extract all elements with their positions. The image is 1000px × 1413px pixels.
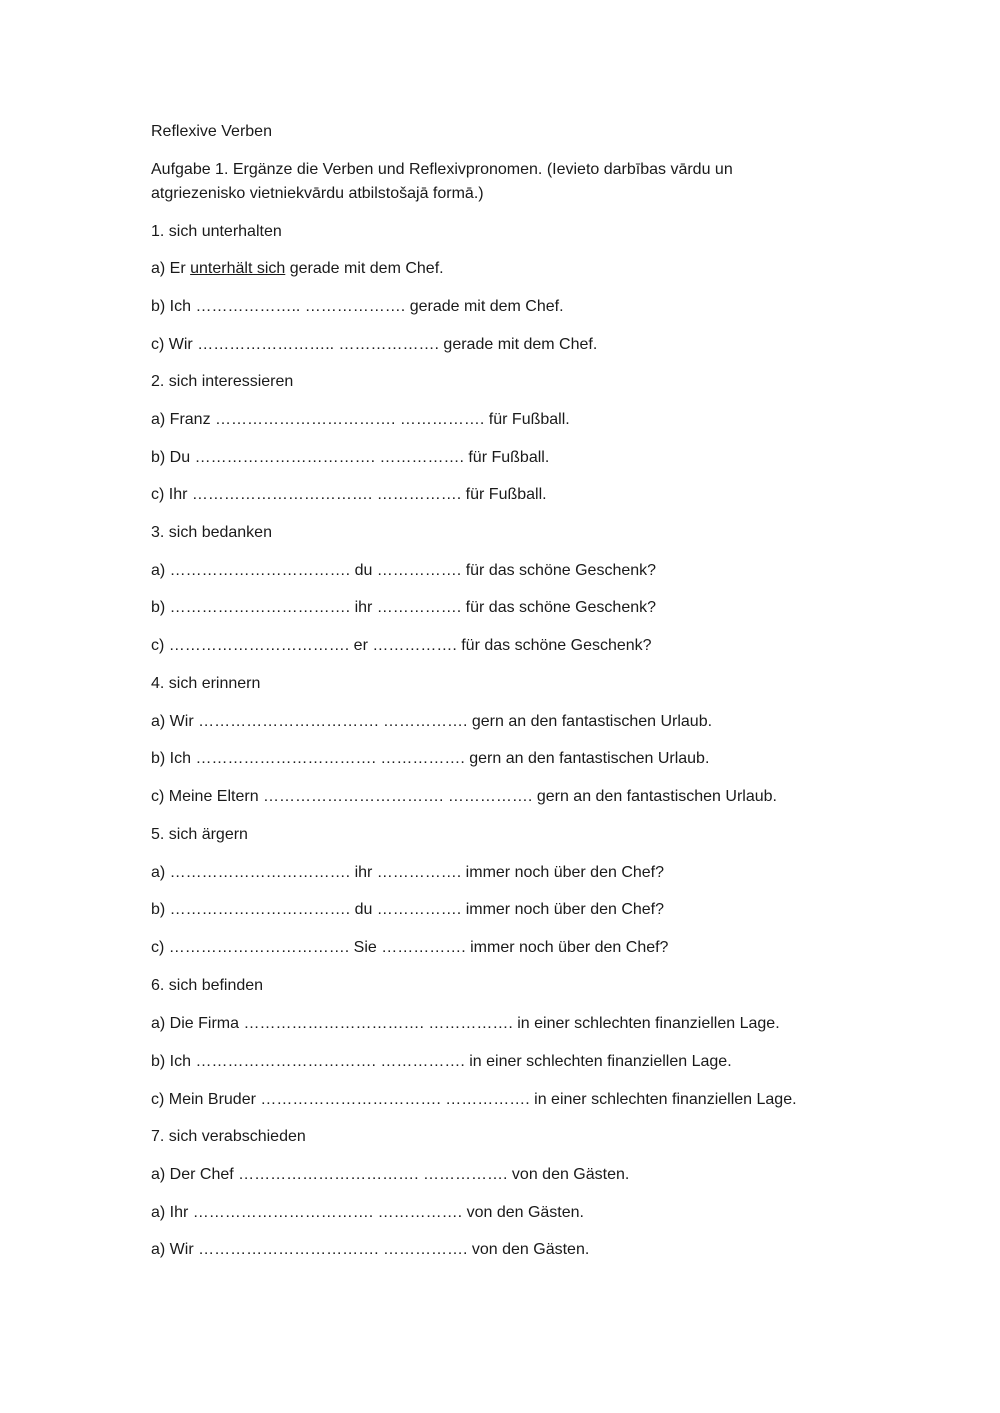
- section-3-heading: 3. sich bedanken: [151, 524, 272, 541]
- task-instruction-line-1: Aufgabe 1. Ergänze die Verben und Reflexivpronomen. (Ievieto darbības vārdu un: [151, 161, 733, 178]
- section-5-heading: 5. sich ärgern: [151, 826, 248, 843]
- section-7-item-a: a) Der Chef ……………………………. ……………. von den Gästen.: [151, 1166, 630, 1183]
- section-7-item-b: a) Ihr ……………………………. ……………. von den Gästen.: [151, 1204, 584, 1221]
- item-a-prefix: a) Er: [151, 260, 191, 277]
- section-1-item-a: [151, 258, 444, 280]
- section-2-item-b: b) Du ……………………………. ……………. für Fußball.: [151, 449, 550, 466]
- section-5-item-b: b) ……………………………. du ……………. immer noch über den Chef?: [151, 901, 665, 918]
- section-3-item-a: a) ……………………………. du ……………. für das schöne Geschenk?: [151, 562, 657, 579]
- section-6-item-a: a) Die Firma ……………………………. ……………. in einer schlechten finanziellen Lage.: [151, 1015, 780, 1032]
- section-2-heading: 2. sich interessieren: [151, 373, 294, 390]
- section-4-item-a: a) Wir ……………………………. ……………. gern an den fantastischen Urlaub.: [151, 713, 713, 730]
- section-3-item-c: c) ……………………………. er ……………. für das schöne Geschenk?: [151, 637, 652, 654]
- page-title: Reflexive Verben: [151, 123, 272, 140]
- section-2-item-a: a) Franz ……………………………. ……………. für Fußball.: [151, 411, 570, 428]
- section-7-item-c: a) Wir ……………………………. ……………. von den Gästen.: [151, 1241, 590, 1258]
- section-6-heading: 6. sich befinden: [151, 977, 264, 994]
- section-3-item-b: b) ……………………………. ihr ……………. für das schöne Geschenk?: [151, 599, 657, 616]
- item-a-suffix: gerade mit dem Chef.: [285, 260, 444, 277]
- section-4-item-b: b) Ich ……………………………. ……………. gern an den fantastischen Urlaub.: [151, 750, 710, 767]
- section-1-item-c: c) Wir …………………….. ………………. gerade mit dem Chef.: [151, 336, 598, 353]
- section-5-item-c: c) ……………………………. Sie ……………. immer noch über den Chef?: [151, 939, 669, 956]
- section-6-item-c: c) Mein Bruder ……………………………. ……………. in einer schlechten finanziellen Lage.: [151, 1091, 797, 1108]
- section-6-item-b: b) Ich ……………………………. ……………. in einer schlechten finanziellen Lage.: [151, 1053, 732, 1070]
- section-1-item-b: b) Ich ……………….. ………………. gerade mit dem Chef.: [151, 298, 564, 315]
- section-7-heading: 7. sich verabschieden: [151, 1128, 306, 1145]
- task-instruction-line-2: atgriezenisko vietniekvārdu atbilstošajā formā.): [151, 185, 484, 202]
- example-answer: unterhält sich: [190, 260, 286, 277]
- section-4-heading: 4. sich erinnern: [151, 675, 261, 692]
- section-2-item-c: c) Ihr ……………………………. ……………. für Fußball.: [151, 486, 547, 503]
- section-1-heading: 1. sich unterhalten: [151, 223, 282, 240]
- section-5-item-a: a) ……………………………. ihr ……………. immer noch über den Chef?: [151, 864, 665, 881]
- section-4-item-c: c) Meine Eltern ……………………………. ……………. gern an den fantastischen Urlaub.: [151, 788, 777, 805]
